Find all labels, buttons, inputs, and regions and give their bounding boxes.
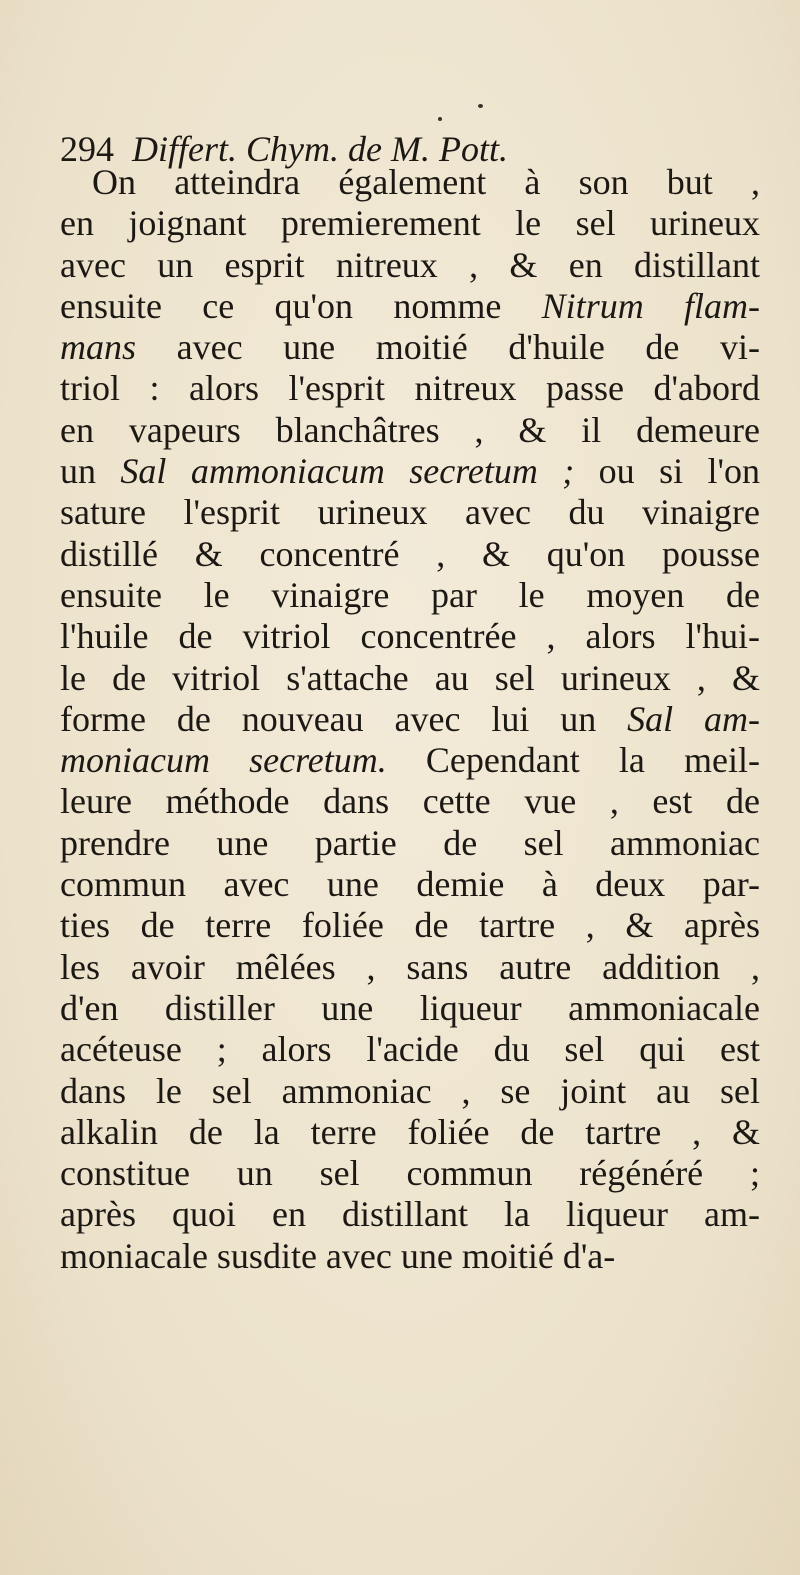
text-run: prendre une partie de sel ammoniac <box>60 822 760 863</box>
text-run: acéteuse ; alors l'acide du sel qui est <box>60 1029 760 1070</box>
italic-text: mans <box>60 327 137 368</box>
text-run: triol : alors l'esprit nitreux passe d'abord <box>60 368 760 409</box>
text-run: après quoi en distillant la liqueur am- <box>60 1194 760 1235</box>
text-run: ties de terre foliée de tartre , & après <box>60 905 760 946</box>
text-line <box>60 410 760 451</box>
italic-text: Sal am- <box>627 698 760 739</box>
text-line <box>60 740 760 781</box>
text-run: l'huile de vitriol concentrée , alors l'hui- <box>60 616 760 657</box>
text-run: distillé & concentré , & qu'on pousse <box>60 533 760 574</box>
text-line <box>60 823 760 864</box>
ink-speck <box>478 104 483 108</box>
text-run: d'en distiller une liqueur ammoniacale <box>60 987 760 1028</box>
italic-text: Nitrum flam- <box>541 285 761 326</box>
text-run: en joignant premierement le sel urineux <box>60 203 760 244</box>
text-line <box>60 575 760 616</box>
text-run: On atteindra également à son but , <box>92 162 760 202</box>
text-run: un <box>60 451 121 492</box>
text-line <box>60 203 760 244</box>
text-line <box>60 699 760 740</box>
text-run: forme de nouveau avec lui un <box>60 698 628 739</box>
text-run: en vapeurs blanchâtres , & il demeure <box>60 409 760 450</box>
text-run: ensuite le vinaigre par le moyen de <box>60 574 760 615</box>
text-line <box>60 492 760 533</box>
text-run: leure méthode dans cette vue , est de <box>60 781 760 822</box>
text-run: le de vitriol s'attache au sel urineux , & <box>60 657 760 698</box>
text-line <box>60 245 760 286</box>
text-line <box>60 162 760 203</box>
text-line <box>60 1029 760 1070</box>
text-line <box>60 947 760 988</box>
text-run: constitue un sel commun régénéré ; <box>60 1153 760 1194</box>
text-run: ou si l'on <box>574 451 761 492</box>
text-run: commun avec une demie à deux par- <box>60 864 760 905</box>
text-run: dans le sel ammoniac , se joint au sel <box>60 1070 760 1111</box>
text-run: sature l'esprit urineux avec du vinaigre <box>60 492 760 533</box>
italic-text: moniacum secretum. <box>60 740 387 781</box>
body-text <box>60 162 760 1277</box>
text-line <box>60 781 760 822</box>
italic-text: Sal ammoniacum secretum ; <box>120 451 575 492</box>
text-run: moniacale susdite avec une moitié d'a- <box>60 1235 616 1276</box>
text-line <box>60 451 760 492</box>
text-line <box>60 1112 760 1153</box>
text-run: les avoir mêlées , sans autre addition , <box>60 946 760 987</box>
text-line <box>60 1236 760 1277</box>
text-run: avec une moitié d'huile de vi- <box>136 327 760 368</box>
text-line <box>60 658 760 699</box>
text-line <box>60 1153 760 1194</box>
text-line <box>60 368 760 409</box>
text-run: avec un esprit nitreux , & en distillant <box>60 244 760 285</box>
text-line <box>60 1071 760 1112</box>
text-run: alkalin de la terre foliée de tartre , & <box>60 1111 760 1152</box>
page-number: 294 <box>60 129 114 169</box>
text-line <box>60 327 760 368</box>
running-title: Differt. Chym. de M. Pott. <box>132 129 508 169</box>
ink-speck <box>438 117 442 121</box>
text-run: Cependant la meil- <box>386 740 760 781</box>
text-run: ensuite ce qu'on nomme <box>60 285 542 326</box>
text-line <box>60 988 760 1029</box>
text-line <box>60 534 760 575</box>
text-line <box>60 905 760 946</box>
text-line <box>60 286 760 327</box>
text-line <box>60 1194 760 1235</box>
text-line <box>60 616 760 657</box>
text-line <box>60 864 760 905</box>
